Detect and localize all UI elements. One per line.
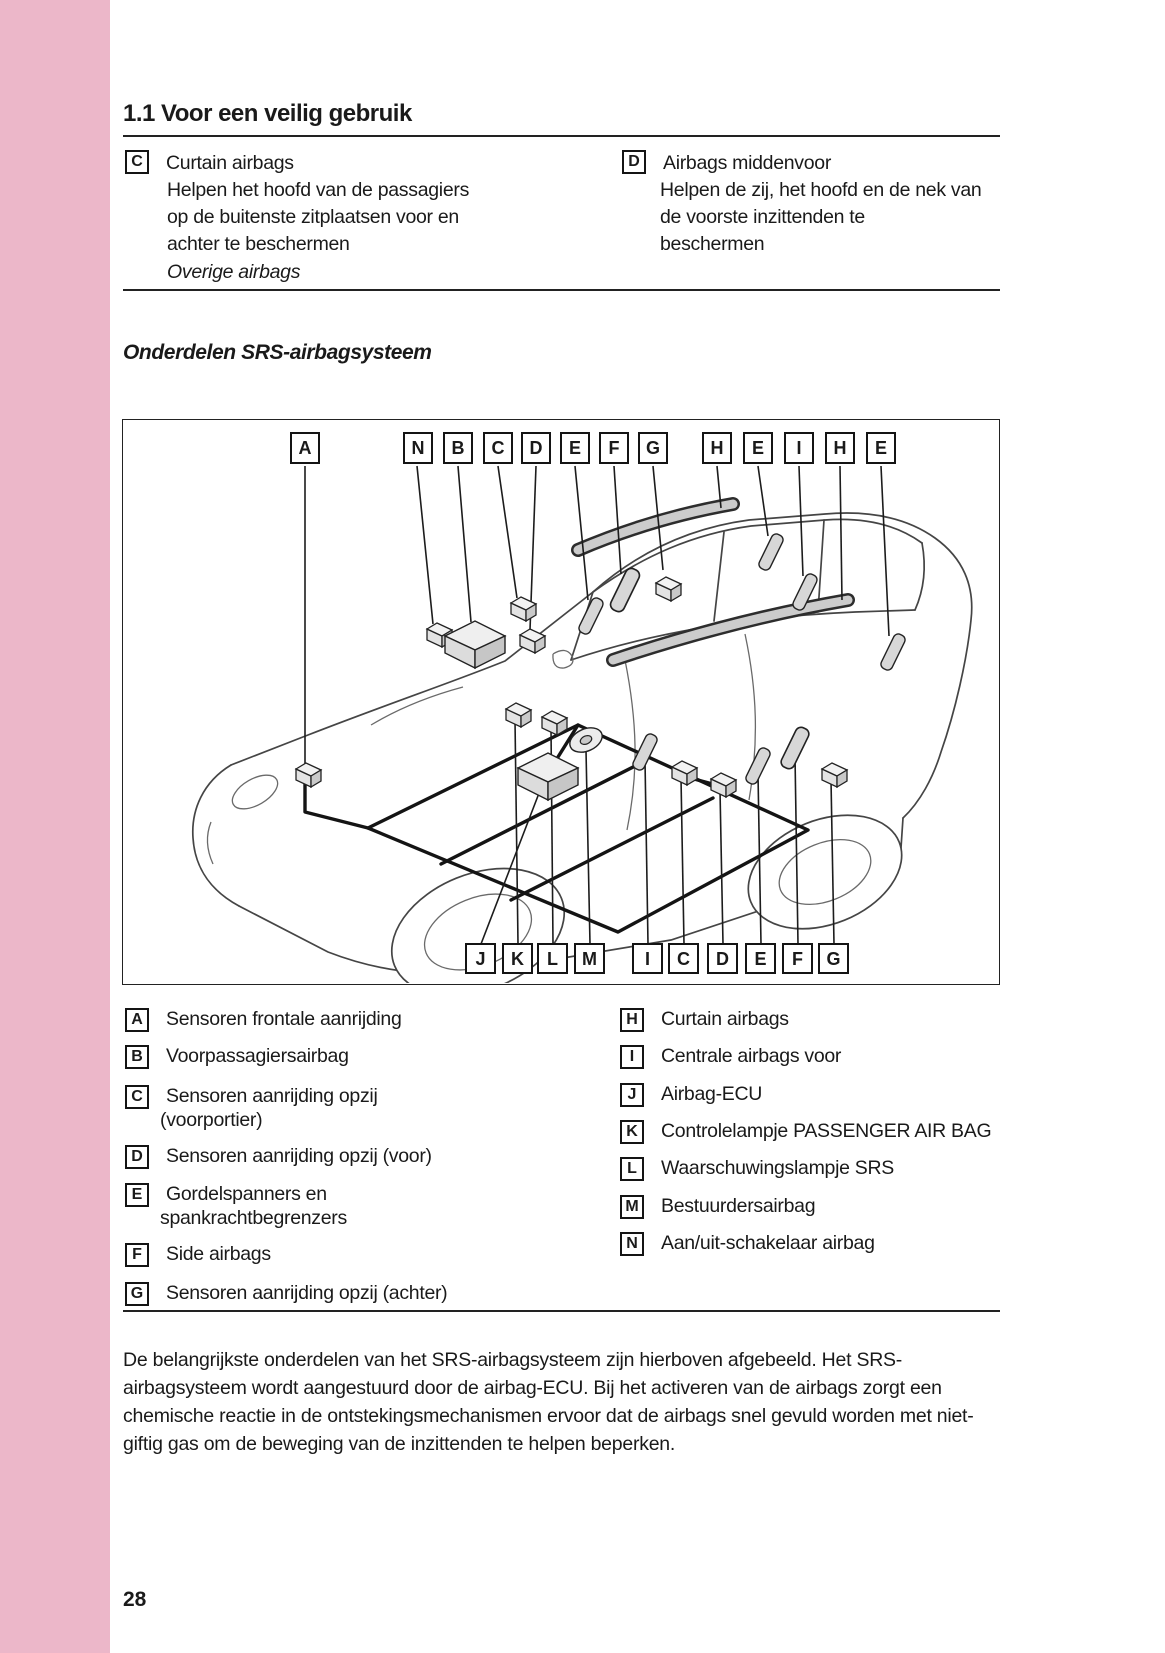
- legend-text-h: Curtain airbags: [661, 1008, 789, 1030]
- legend-text-c-line2: (voorportier): [160, 1108, 263, 1131]
- legend-row-l: [620, 1157, 894, 1181]
- body-paragraph: De belangrijkste onderdelen van het SRS-airbagsysteem zijn hierboven afgebeeld. Het SRS-airbagsysteem wordt aangestuurd door de airbag-ECU. Bij het activeren van de airbags zorgt een chemische reactie in de ontstekingsmechanismen ervoor dat de airbags snel gevuld worden met niet-giftig gas om de beweging van de inzittenden te helpen beperken.: [123, 1349, 974, 1455]
- letter-badge-g: G: [125, 1282, 149, 1306]
- legend-row-c: [125, 1085, 377, 1132]
- intro-item-c-line1: Helpen het hoofd van de passagiers: [167, 179, 470, 201]
- intro-item-d-title: Airbags middenvoor: [663, 152, 832, 174]
- diagram-label-bottom-e: E: [745, 943, 776, 974]
- legend-row-j: [620, 1083, 762, 1107]
- diagram-label-bottom-l: L: [537, 943, 568, 974]
- letter-badge-c: C: [125, 150, 149, 174]
- legend-bottom-rule: [123, 1310, 1000, 1312]
- diagram-label-top-f: F: [599, 432, 629, 464]
- legend-text-g: Sensoren aanrijding opzij (achter): [166, 1282, 448, 1304]
- car-diagram-art: [123, 420, 998, 983]
- diagram-label-bottom-c: C: [668, 943, 699, 974]
- legend-row-g: [125, 1282, 447, 1306]
- intro-item-d-line1: Helpen de zij, het hoofd en de nek van: [660, 179, 982, 201]
- legend-text-e-line1: Gordelspanners en: [166, 1183, 327, 1205]
- legend-row-i: [620, 1045, 841, 1069]
- legend-row-h: [620, 1008, 789, 1032]
- letter-badge-j: J: [620, 1083, 644, 1107]
- legend-text-i: Centrale airbags voor: [661, 1045, 842, 1067]
- legend-row-m: [620, 1195, 815, 1219]
- airbag-components-diagram: [122, 419, 1000, 985]
- diagram-label-top-n: N: [403, 432, 433, 464]
- car-details: [207, 634, 755, 864]
- intro-item-c: [125, 150, 294, 177]
- diagram-label-top-c: C: [483, 432, 513, 464]
- intro-item-c-line2: op de buitenste zitplaatsen voor en: [167, 206, 459, 228]
- intro-item-c-title: Curtain airbags: [166, 152, 294, 174]
- legend-row-d: [125, 1145, 432, 1169]
- header-rule: [123, 135, 1000, 137]
- letter-badge-n: N: [620, 1232, 644, 1256]
- letter-badge-h: H: [620, 1008, 644, 1032]
- diagram-label-top-i: I: [784, 432, 814, 464]
- legend-text-b: Voorpassagiersairbag: [166, 1045, 349, 1067]
- section-heading: Onderdelen SRS-airbagsysteem: [123, 341, 432, 364]
- diagram-label-bottom-g: G: [818, 943, 849, 974]
- letter-badge-d2: D: [125, 1145, 149, 1169]
- intro-bottom-rule: [123, 289, 1000, 291]
- airbag-components: [296, 532, 907, 800]
- legend-text-n: Aan/uit-schakelaar airbag: [661, 1232, 875, 1254]
- legend-text-l: Waarschuwingslampje SRS: [661, 1157, 894, 1179]
- legend-row-n: [620, 1232, 875, 1256]
- page-title: 1.1 Voor een veilig gebruik: [123, 100, 412, 127]
- diagram-label-top-d: D: [521, 432, 551, 464]
- intro-item-c-note: Overige airbags: [167, 261, 301, 283]
- legend-row-e: [125, 1183, 347, 1230]
- legend-text-e-line2: spankrachtbegrenzers: [160, 1206, 347, 1229]
- legend-row-b: [125, 1045, 349, 1069]
- letter-badge-c2: C: [125, 1085, 149, 1109]
- legend-row-a: [125, 1008, 402, 1032]
- letter-badge-k: K: [620, 1120, 644, 1144]
- legend-text-m: Bestuurdersairbag: [661, 1195, 816, 1217]
- diagram-label-bottom-i: I: [632, 943, 663, 974]
- diagram-label-top-e2: E: [743, 432, 773, 464]
- legend-text-f: Side airbags: [166, 1243, 271, 1265]
- letter-badge-a: A: [125, 1008, 149, 1032]
- letter-badge-f: F: [125, 1243, 149, 1267]
- diagram-label-bottom-k: K: [502, 943, 533, 974]
- page-number: 28: [123, 1588, 147, 1611]
- legend-row-k: [620, 1120, 991, 1144]
- legend-text-k: Controlelampje PASSENGER AIR BAG: [661, 1120, 992, 1142]
- diagram-label-bottom-m: M: [574, 943, 605, 974]
- letter-badge-m: M: [620, 1195, 644, 1219]
- diagram-label-top-a: A: [290, 432, 320, 464]
- diagram-label-bottom-f: F: [782, 943, 813, 974]
- intro-item-d: [622, 150, 831, 177]
- diagram-label-top-e3: E: [866, 432, 896, 464]
- intro-item-d-line2: de voorste inzittenden te: [660, 206, 865, 228]
- legend-text-c-line1: Sensoren aanrijding opzij: [166, 1085, 378, 1107]
- chapter-color-strip: [0, 0, 110, 1653]
- intro-item-c-line3: achter te beschermen: [167, 233, 350, 255]
- letter-badge-l: L: [620, 1157, 644, 1181]
- diagram-label-bottom-d: D: [707, 943, 738, 974]
- letter-badge-d: D: [622, 150, 646, 174]
- diagram-label-top-h1: H: [702, 432, 732, 464]
- letter-badge-b: B: [125, 1045, 149, 1069]
- legend-text-a: Sensoren frontale aanrijding: [166, 1008, 402, 1030]
- legend-text-d: Sensoren aanrijding opzij (voor): [166, 1145, 432, 1167]
- diagram-label-top-b: B: [443, 432, 473, 464]
- diagram-label-top-h2: H: [825, 432, 855, 464]
- intro-item-d-line3: beschermen: [660, 233, 765, 255]
- letter-badge-e: E: [125, 1183, 149, 1207]
- legend-row-f: [125, 1243, 271, 1267]
- diagram-label-top-g: G: [638, 432, 668, 464]
- legend-text-j: Airbag-ECU: [661, 1083, 763, 1105]
- letter-badge-i: I: [620, 1045, 644, 1069]
- diagram-label-top-e1: E: [560, 432, 590, 464]
- diagram-label-bottom-j: J: [465, 943, 496, 974]
